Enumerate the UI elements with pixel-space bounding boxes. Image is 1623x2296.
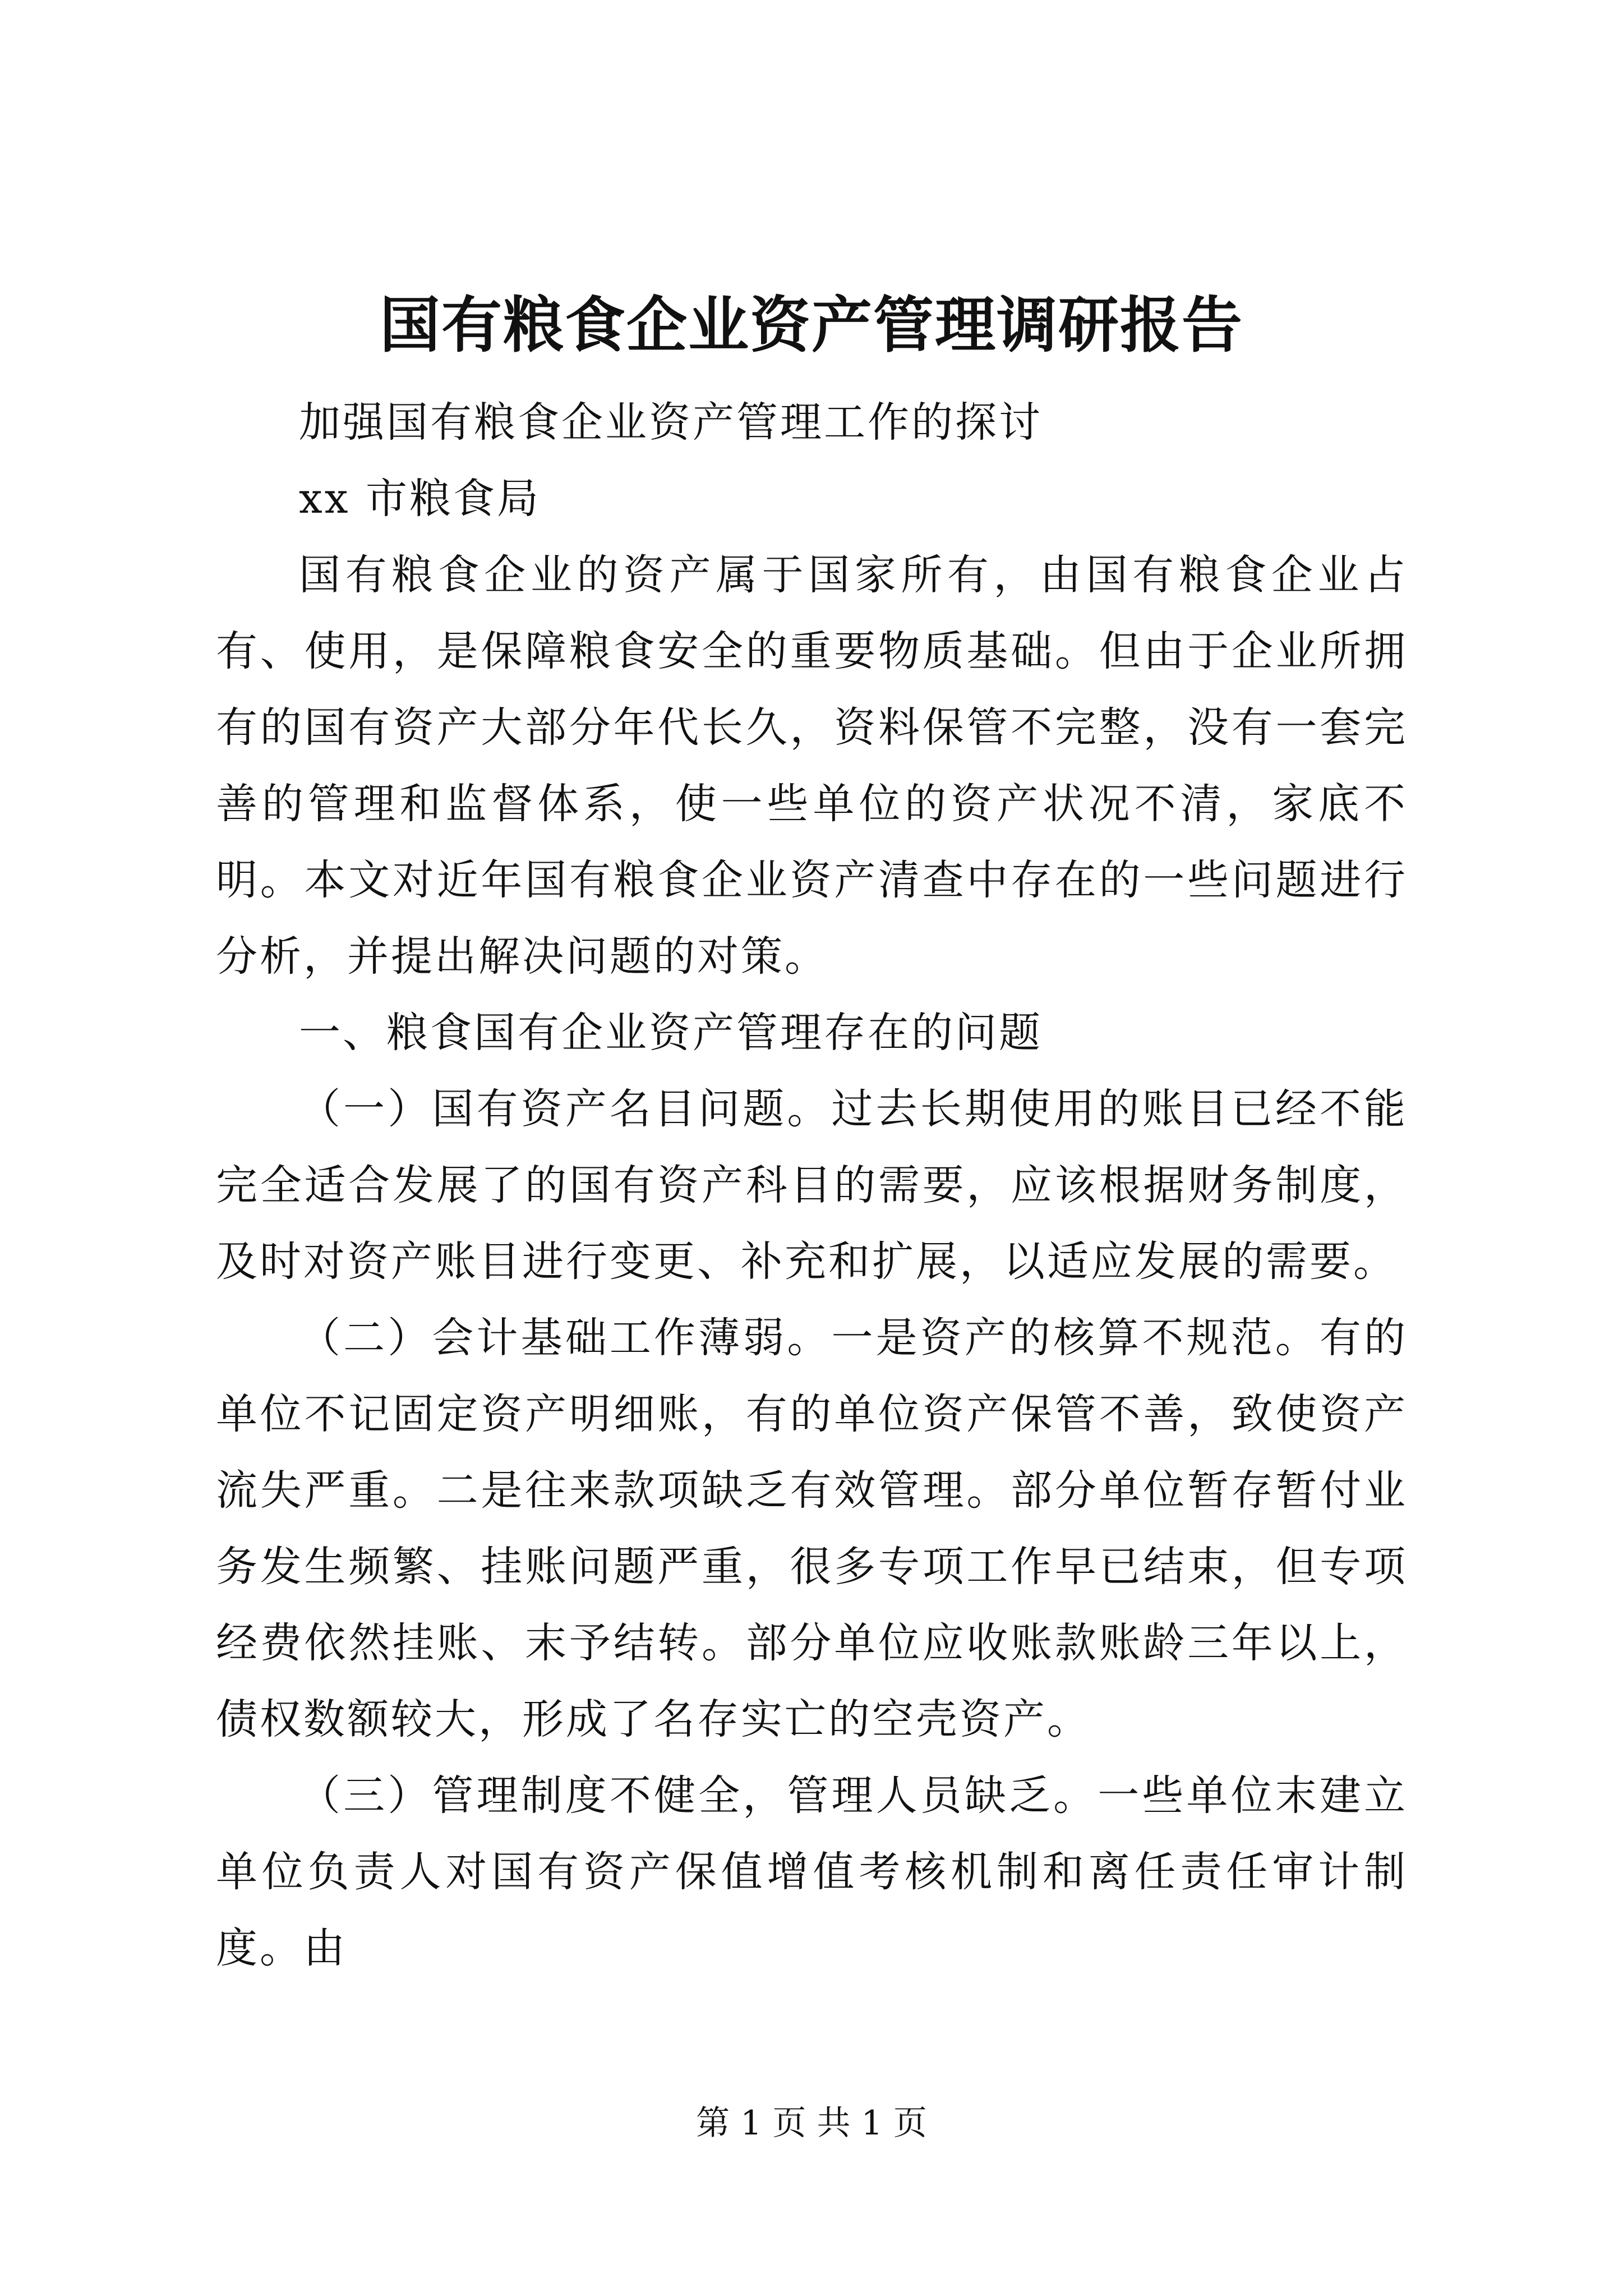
subtitle-paragraph: 加强国有粮食企业资产管理工作的探讨 — [299, 398, 1043, 447]
item-paragraph-3: （三）管理制度不健全，管理人员缺乏。一些单位末建立单位负责人对国有资产保值增值考核机制和离任责任审计制度。由 — [216, 1772, 1408, 1972]
section-heading-1: 一、粮食国有企业资产管理存在的问题 — [299, 1009, 1043, 1057]
intro-paragraph: 国有粮食企业的资产属于国家所有，由国有粮食企业占有、使用，是保障粮食安全的重要物质基础。但由于企业所拥有的国有资产大部分年代长久，资料保管不完整，没有一套完善的管理和监督体系，使一些单位的资产状况不清，家底不明。本文对近年国有粮食企业资产清查中存在的一些问题进行分析，并提出解决问题的对策。 — [216, 551, 1408, 981]
document-body — [216, 384, 1408, 1986]
document-title: 国有粮食企业资产管理调研报告 — [379, 290, 1243, 361]
page-footer: 第 1 页 共 1 页 — [696, 2104, 927, 2143]
item-paragraph-2: （二）会计基础工作薄弱。一是资产的核算不规范。有的单位不记固定资产明细账，有的单位资产保管不善，致使资产流失严重。二是往来款项缺乏有效管理。部分单位暂存暂付业务发生频繁、挂账问题严重，很多专项工作早已结束，但专项经费依然挂账、末予结转。部分单位应收账款账龄三年以上，债权数额较大，形成了名存实亡的空壳资产。 — [216, 1314, 1408, 1743]
item-paragraph-1: （一）国有资产名目问题。过去长期使用的账目已经不能完全适合发展了的国有资产科目的需要，应该根据财务制度，及时对资产账目进行变更、补充和扩展，以适应发展的需要。 — [216, 1085, 1408, 1286]
author-paragraph: xx 市粮食局 — [299, 475, 541, 523]
